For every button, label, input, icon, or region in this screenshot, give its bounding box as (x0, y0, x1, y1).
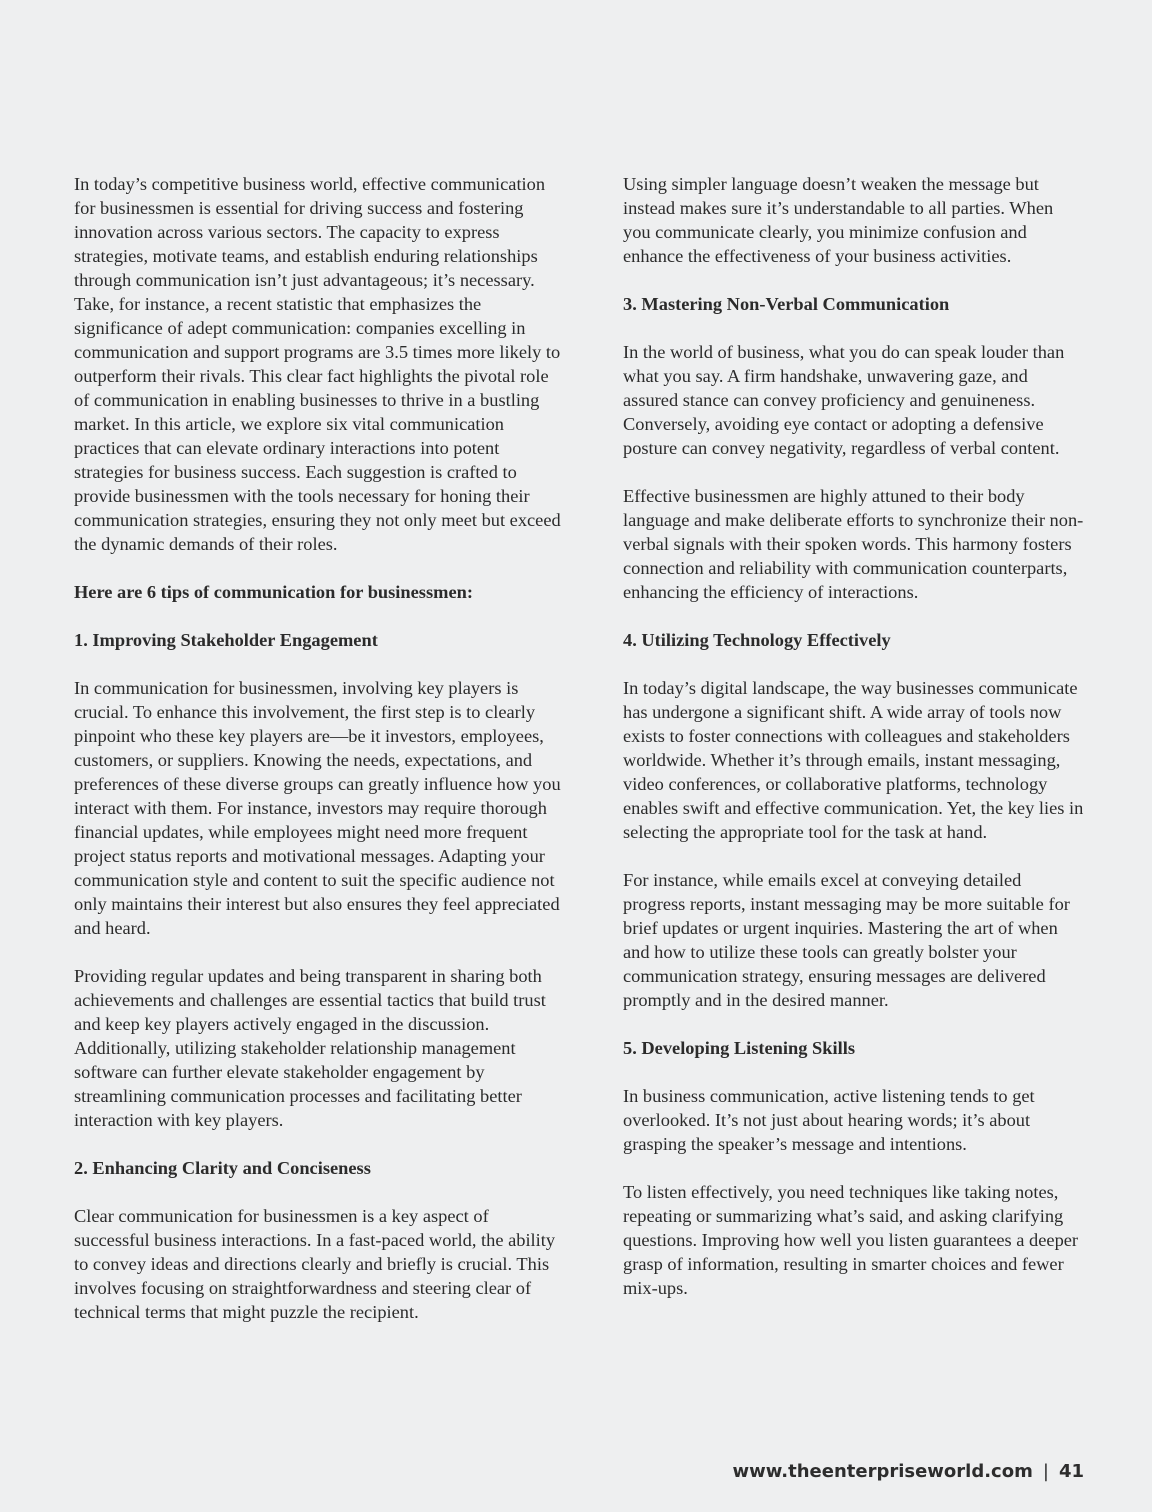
footer-separator: | (1042, 1461, 1049, 1482)
section-4-paragraph-1: In today’s digital landscape, the way businesses communicate has undergone a significant shift. A wide array of tools now exists to foster connections with colleagues and stakeholders worldwide. Whether it’s through emails, instant messaging, video conferences, or collaborative platforms, technology enables swift and effective communication. Yet, the key lies in selecting the appropriate tool for the task at hand. (623, 678, 1084, 842)
section-3-paragraph-1: In the world of business, what you do can speak louder than what you say. A firm handshake, unwavering gaze, and assured stance can convey proficiency and genuineness. Conversely, avoiding eye contact or adopting a defensive posture can convey negativity, regardless of verbal content. (623, 342, 1065, 458)
section-3-paragraph-2: Effective businessmen are highly attuned to their body language and make deliberate efforts to synchronize their non-verbal signals with their spoken words. This harmony fosters connection and reliability with communication counterparts, enhancing the efficiency of interactions. (623, 486, 1084, 602)
section-5-heading: 5. Developing Listening Skills (623, 1038, 855, 1058)
section-4-heading: 4. Utilizing Technology Effectively (623, 630, 891, 650)
tips-heading: Here are 6 tips of communication for businessmen: (74, 582, 473, 602)
page-number: 41 (1058, 1461, 1084, 1482)
section-1-paragraph-1: In communication for businessmen, involving key players is crucial. To enhance this involvement, the first step is to clearly pinpoint who these key players are—be it investors, employees, customers, or suppliers. Knowing the needs, expectations, and preferences of these diverse groups can greatly influence how you interact with them. For instance, investors may require thorough financial updates, while employees might need more frequent project status reports and motivational messages. Adapting your communication style and content to suit the specific audience not only maintains their interest but also ensures they feel appreciated and heard. (74, 678, 561, 938)
website-url[interactable]: www.theenterpriseworld.com (732, 1461, 1033, 1482)
section-1-paragraph-2: Providing regular updates and being transparent in sharing both achievements and challenges are essential tactics that build trust and keep key players actively engaged in the discussion. Additionally, utilizing stakeholder relationship management software can further elevate stakeholder engagement by streamlining communication processes and facilitating better interaction with key players. (74, 966, 546, 1130)
section-2-heading: 2. Enhancing Clarity and Conciseness (74, 1158, 371, 1178)
page-footer (733, 1461, 1084, 1483)
section-1-heading: 1. Improving Stakeholder Engagement (74, 630, 378, 650)
section-2-paragraph-1: Clear communication for businessmen is a key aspect of successful business interactions. In a fast-paced world, the ability to convey ideas and directions clearly and briefly is crucial. This involves focusing on straightforwardness and steering clear of technical terms that might puzzle the recipient. (74, 1206, 556, 1322)
section-5-paragraph-2: To listen effectively, you need techniques like taking notes, repeating or summarizing what’s said, and asking clarifying questions. Improving how well you listen guarantees a deeper grasp of information, resulting in smarter choices and fewer mix-ups. (623, 1182, 1079, 1298)
section-3-heading: 3. Mastering Non-Verbal Communication (623, 294, 950, 314)
left-column (74, 172, 562, 1348)
right-column (623, 172, 1085, 1324)
section-4-paragraph-2: For instance, while emails excel at conveying detailed progress reports, instant messaging may be more suitable for brief updates or urgent inquiries. Mastering the art of when and how to utilize these tools can greatly bolster your communication strategy, ensuring messages are delivered promptly and in the desired manner. (623, 870, 1070, 1010)
section-5-paragraph-1: In business communication, active listening tends to get overlooked. It’s not just about hearing words; it’s about grasping the speaker’s message and intentions. (623, 1086, 1035, 1154)
intro-paragraph: In today’s competitive business world, effective communication for businessmen is essential for driving success and fostering innovation across various sectors. The capacity to express strategies, motivate teams, and establish enduring relationships through communication isn’t just advantageous; it’s necessary. Take, for instance, a recent statistic that emphasizes the significance of adept communication: companies excelling in communication and support programs are 3.5 times more likely to outperform their rivals. This clear fact highlights the pivotal role of communication in enabling businesses to thrive in a bustling market. In this article, we explore six vital communication practices that can elevate ordinary interactions into potent strategies for business success. Each suggestion is crafted to provide businessmen with the tools necessary for honing their communication strategies, ensuring they not only meet but exceed the dynamic demands of their roles. (74, 174, 561, 554)
section-2-paragraph-2: Using simpler language doesn’t weaken the message but instead makes sure it’s understandable to all parties. When you communicate clearly, you minimize confusion and enhance the effectiveness of your business activities. (623, 174, 1054, 266)
